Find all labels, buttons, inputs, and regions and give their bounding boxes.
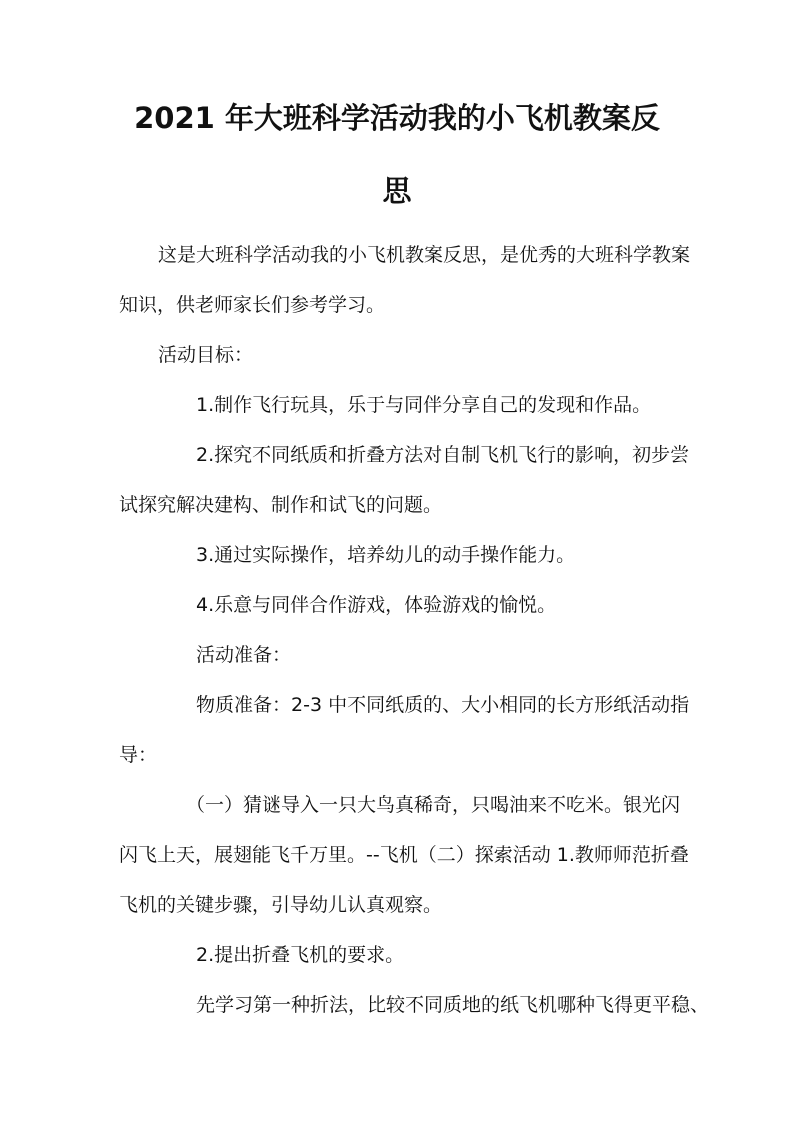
goal-item-3: 3.通过实际操作，培养幼儿的动手操作能力。: [196, 544, 576, 566]
requirement-detail-line: 先学习第一种折法，比较不同质地的纸飞机哪种飞得更平稳、: [196, 994, 710, 1016]
document-title-line-2: 思: [382, 174, 412, 208]
requirement-item-2: 2.提出折叠飞机的要求。: [196, 944, 405, 966]
activity-line-3: 飞机的关键步骤，引导幼儿认真观察。: [119, 894, 443, 916]
paragraph-intro-line-2: 知识，供老师家长们参考学习。: [119, 294, 386, 316]
paragraph-intro-line-1: 这是大班科学活动我的小飞机教案反思，是优秀的大班科学教案: [158, 244, 691, 266]
section-heading-goals: 活动目标：: [158, 344, 254, 366]
goal-item-2-line-1: 2.探究不同纸质和折叠方法对自制飞机飞行的影响，初步尝: [196, 444, 690, 466]
materials-line-1: 物质准备：2-3 中不同纸质的、大小相同的长方形纸活动指: [196, 694, 690, 716]
activity-line-2: 闪飞上天，展翅能飞千万里。--飞机（二）探索活动 1.教师师范折叠: [119, 844, 689, 866]
goal-item-4: 4.乐意与同伴合作游戏，体验游戏的愉悦。: [196, 594, 557, 616]
goal-item-2-line-2: 试探究解决建构、制作和试飞的问题。: [119, 494, 443, 516]
activity-line-1: （一）猜谜导入一只大鸟真稀奇，只喝油来不吃米。银光闪: [186, 794, 681, 816]
section-heading-preparation: 活动准备：: [196, 644, 292, 666]
goal-item-1: 1.制作飞行玩具，乐于与同伴分享自己的发现和作品。: [196, 394, 652, 416]
materials-line-2: 导：: [119, 744, 158, 766]
document-title-line-1: 2021 年大班科学活动我的小飞机教案反: [134, 101, 660, 135]
